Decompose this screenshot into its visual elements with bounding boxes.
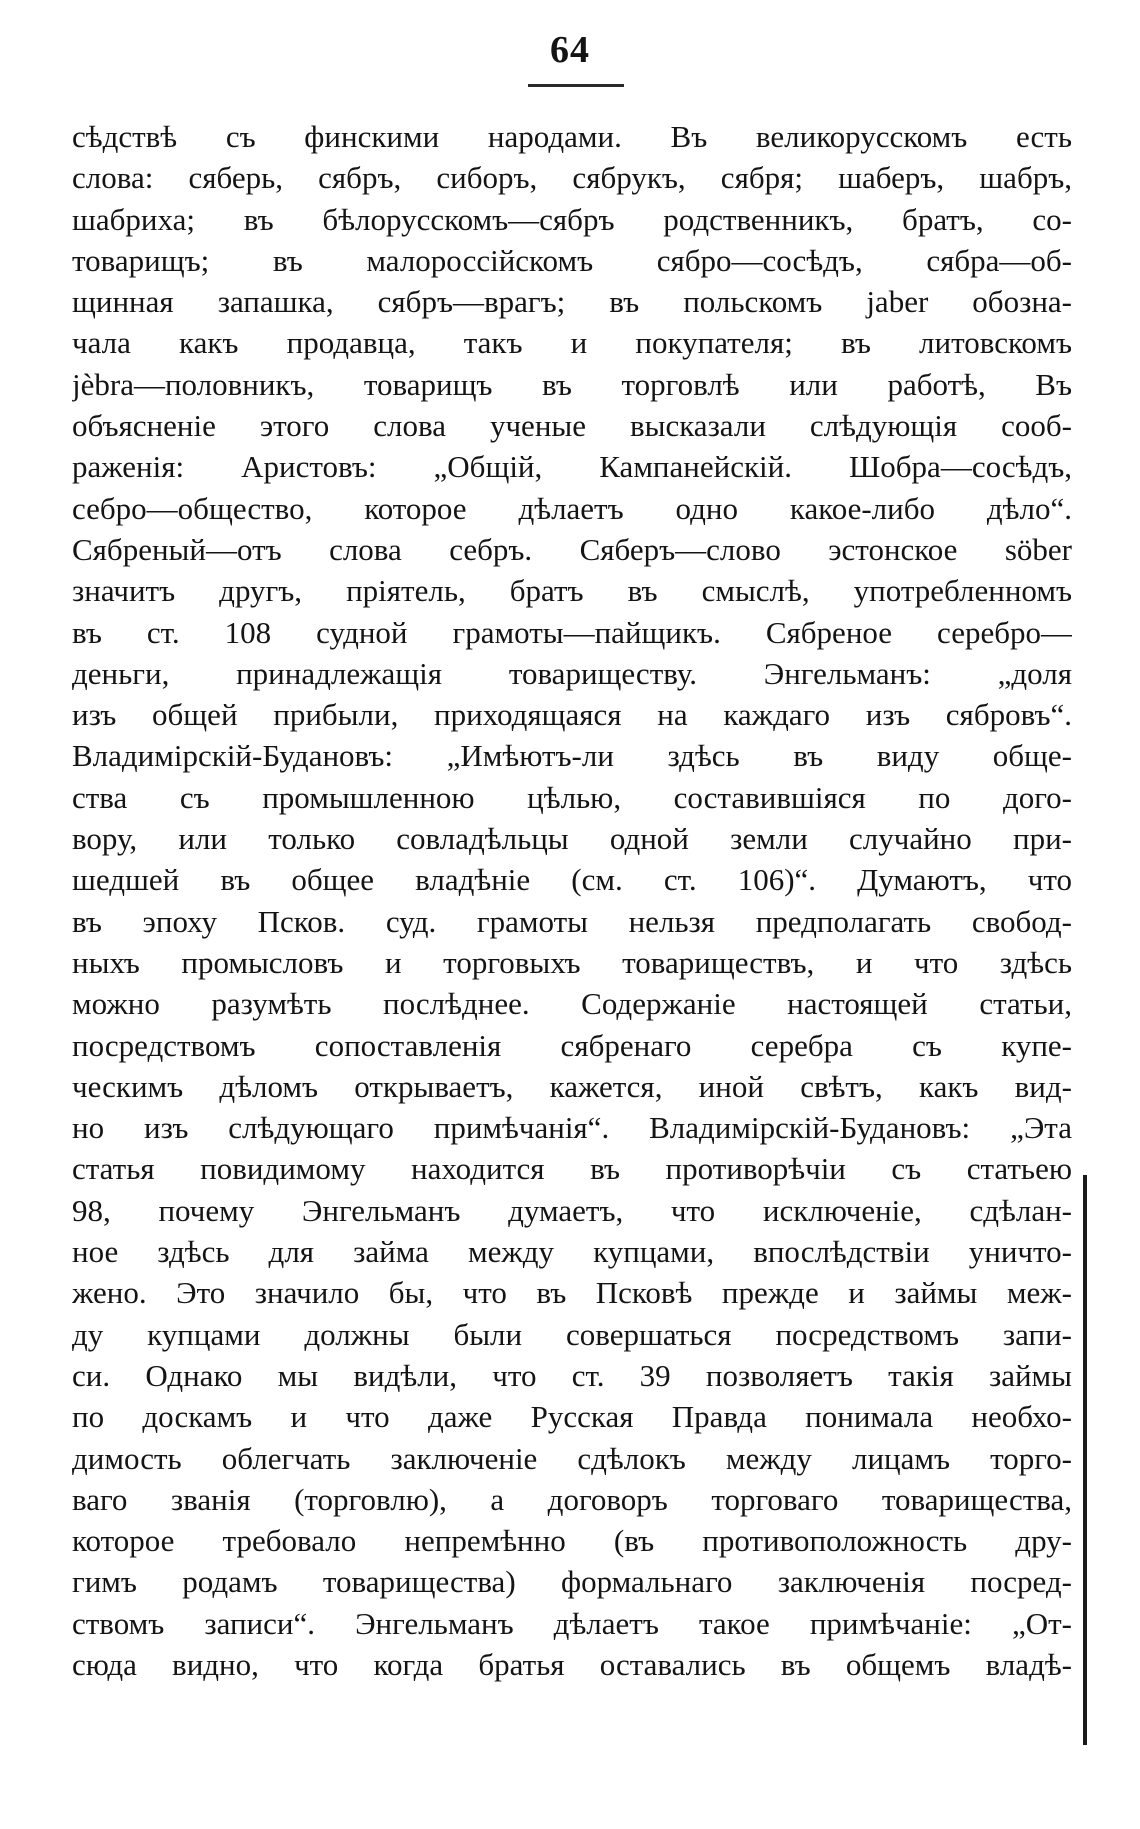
text-line: jèbra—половникъ, товарищъ въ торговлѣ или работѣ, Въ: [72, 366, 1072, 402]
text-line: значитъ другъ, пріятель, братъ въ смыслѣ, употребленномъ: [72, 573, 1072, 609]
text-line: жено. Это значило бы, что въ Псковѣ прежде и займы меж-: [72, 1275, 1072, 1311]
text-line: щинная запашка, сябръ—врагъ; въ польскомъ jaber обозна-: [72, 284, 1072, 320]
text-line: ваго званія (торговлю), а договоръ торговаго товарищества,: [72, 1481, 1072, 1517]
text-line: 98, почему Энгельманъ думаетъ, что исключеніе, сдѣлан-: [72, 1192, 1072, 1228]
text-line: изъ общей прибыли, приходящаяся на каждаго изъ сябровъ“.: [72, 697, 1072, 733]
text-line: сюда видно, что когда братья оставались въ общемъ владѣ-: [72, 1646, 1072, 1682]
text-line: ное здѣсь для займа между купцами, впослѣдствіи уничто-: [72, 1234, 1072, 1270]
text-line: раженія: Аристовъ: „Общій, Кампанейскій. Шобра—сосѣдъ,: [72, 449, 1072, 485]
text-line: деньги, принадлежащія товариществу. Энгельманъ: „доля: [72, 655, 1072, 691]
text-line: ныхъ промысловъ и торговыхъ товариществъ, и что здѣсь: [72, 944, 1072, 980]
text-line: которое требовало непремѣнно (въ противоположность дру-: [72, 1523, 1072, 1559]
text-line: себро—общество, которое дѣлаетъ одно какое-либо дѣло“.: [72, 490, 1072, 526]
text-line: Сябреный—отъ слова себръ. Сяберъ—слово эстонское söber: [72, 531, 1072, 567]
text-line: чала какъ продавца, такъ и покупателя; въ литовскомъ: [72, 325, 1072, 361]
page-number: 64: [550, 29, 590, 71]
text-line: вору, или только совладѣльцы одной земли случайно при-: [72, 821, 1072, 857]
text-line: по доскамъ и что даже Русская Правда понимала необхо-: [72, 1399, 1072, 1435]
text-line: шедшей въ общее владѣніе (см. ст. 106)“. Думаютъ, что: [72, 862, 1072, 898]
binding-edge-shadow: [1083, 1175, 1087, 1745]
text-line: шабриха; въ бѣлорусскомъ—сябръ родственникъ, братъ, со-: [72, 201, 1072, 237]
text-line: но изъ слѣдующаго примѣчанія“. Владимірскій-Будановъ: „Эта: [72, 1110, 1072, 1146]
text-line: слова: сяберь, сябръ, сиборъ, сябрукъ, сября; шаберъ, шабръ,: [72, 160, 1072, 196]
text-line: въ ст. 108 судной грамоты—пайщикъ. Сябреное серебро—: [72, 614, 1072, 650]
text-line: Владимірскій-Будановъ: „Имѣютъ-ли здѣсь въ виду обще-: [72, 738, 1072, 774]
body-text: [72, 116, 1072, 1685]
text-line: въ эпоху Псков. суд. грамоты нельзя предполагать свобод-: [72, 903, 1072, 939]
page-number-underline: [528, 84, 624, 87]
text-line: объясненіе этого слова ученые высказали слѣдующія сооб-: [72, 408, 1072, 444]
text-line: можно разумѣть послѣднее. Содержаніе настоящей статьи,: [72, 986, 1072, 1022]
text-line: ду купцами должны были совершаться посредствомъ запи-: [72, 1316, 1072, 1352]
text-line: сѣдствѣ съ финскими народами. Въ великорусскомъ есть: [72, 119, 1072, 154]
text-line: ства съ промышленною цѣлью, составившіяся по дого-: [72, 779, 1072, 815]
text-line: си. Однако мы видѣли, что ст. 39 позволяетъ такія займы: [72, 1357, 1072, 1393]
text-line: гимъ родамъ товарищества) формальнаго заключенія посред-: [72, 1564, 1072, 1600]
text-line: ствомъ записи“. Энгельманъ дѣлаетъ такое примѣчаніе: „От-: [72, 1605, 1072, 1641]
text-line: ческимъ дѣломъ открываетъ, кажется, иной свѣтъ, какъ вид-: [72, 1068, 1072, 1104]
text-line: товарищъ; въ малороссійскомъ сябро—сосѣдъ, сябра—об-: [72, 242, 1072, 278]
text-line: статья повидимому находится въ противорѣчіи съ статьею: [72, 1151, 1072, 1187]
text-line: димость облегчать заключеніе сдѣлокъ между лицамъ торго-: [72, 1440, 1072, 1476]
text-line: посредствомъ сопоставленія сябренаго серебра съ купе-: [72, 1027, 1072, 1063]
